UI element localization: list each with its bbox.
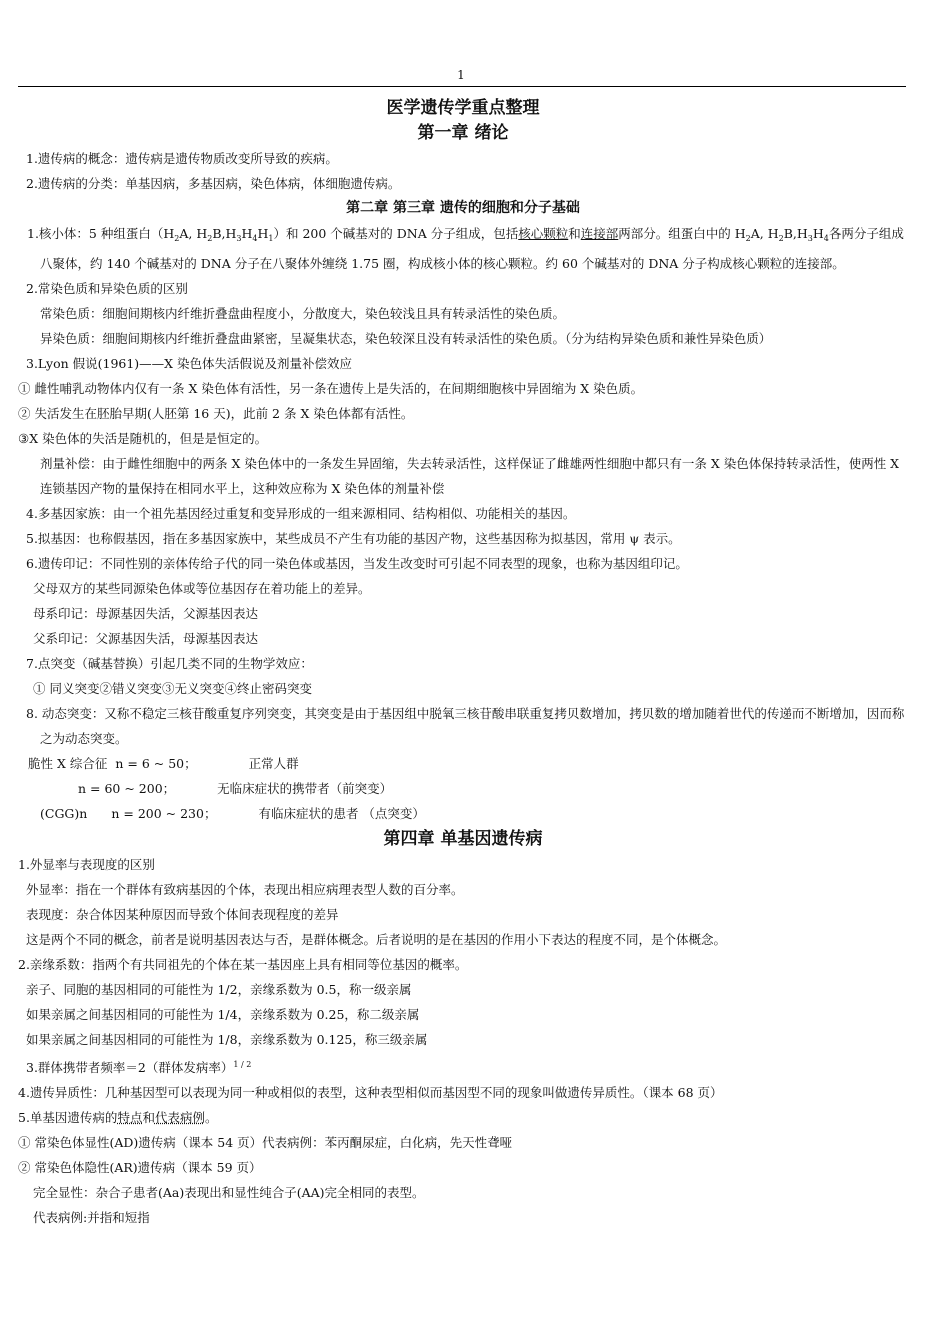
paragraph: 父系印记：父源基因失活，母源基因表达 — [33, 631, 259, 646]
paragraph: 完全显性：杂合子患者(Aa)表现出和显性纯合子(AA)完全相同的表型。 — [33, 1185, 425, 1201]
paragraph: 2.亲缘系数：指两个有共同祖先的个体在某一基因座上具有相同等位基因的概率。 — [18, 957, 468, 972]
chapter-2-3-heading: 第二章 第三章 遗传的细胞和分子基础 — [346, 200, 580, 216]
header-rule — [18, 86, 906, 87]
paragraph: 常染色质：细胞间期核内纤维折叠盘曲程度小，分散度大，染色较浅且具有转录活性的染色质。 — [40, 306, 566, 321]
paragraph: 这是两个不同的概念，前者是说明基因表达与否，是群体概念。后者说明的是在基因的作用小下表达的程度不同，是个体概念。 — [26, 932, 727, 947]
paragraph: ① 雌性哺乳动物体内仅有一条 X 染色体有活性，另一条在遗传上是失活的，在间期细胞核中异固缩为 X 染色质。 — [18, 381, 644, 396]
paragraph: ① 同义突变②错义突变③无义突变④终止密码突变 — [33, 681, 312, 696]
paragraph: ① 常染色体显性(AD)遗传病（课本 54 页）代表病例：苯丙酮尿症，白化病，先天性聋哑 — [18, 1135, 513, 1151]
dotted-term-features: 特点 — [117, 1110, 143, 1126]
document-title: 医学遗传学重点整理 — [386, 98, 540, 118]
paragraph-single-gene: 5.单基因遗传病的特点和代表病例。 — [18, 1110, 218, 1126]
paragraph: ③X 染色体的失活是随机的，但是是恒定的。 — [18, 431, 268, 446]
paragraph: 1.遗传病的概念：遗传病是遗传物质改变所导致的疾病。 — [26, 151, 338, 166]
paragraph: 3.Lyon 假说(1961)——X 染色体失活假说及剂量补偿效应 — [26, 356, 353, 371]
paragraph: 母系印记：母源基因失活，父源基因表达 — [33, 606, 259, 621]
paragraph: 1.外显率与表现度的区别 — [18, 857, 155, 872]
paragraph: 4.多基因家族：由一个祖先基因经过重复和变异形成的一组来源相同、结构相似、功能相关的基因。 — [26, 506, 576, 521]
fragile-x-row-2: n = 60 ~ 200； 无临床症状的携带者（前突变） — [78, 781, 393, 796]
paragraph: 5.拟基因：也称假基因，指在多基因家族中，某些成员不产生有功能的基因产物，这些基因称为拟基因，常用 ψ 表示。 — [26, 531, 681, 546]
paragraph: 异染色质：细胞间期核内纤维折叠盘曲紧密，呈凝集状态，染色较深且没有转录活性的染色质。（分为结构异染色质和兼性异染色质） — [40, 331, 772, 346]
paragraph: 2.常染色质和异染色质的区别 — [26, 281, 188, 296]
dotted-term-cases: 代表病例 — [154, 1110, 205, 1126]
paragraph: 父母双方的某些同源染色体或等位基因存在着功能上的差异。 — [33, 581, 371, 596]
paragraph: 6.遗传印记：不同性别的亲体传给子代的同一染色体或基因，当发生改变时可引起不同表型的现象，也称为基因组印记。 — [26, 556, 688, 571]
paragraph: 7.点突变（碱基替换）引起几类不同的生物学效应： — [26, 656, 313, 671]
underlined-term-core: 核心颗粒 — [518, 226, 569, 241]
paragraph: 如果亲属之间基因相同的可能性为 1/8，亲缘系数为 0.125，称三级亲属 — [26, 1032, 428, 1047]
fragile-x-row-1: 脆性 X 综合征 n = 6 ~ 50； 正常人群 — [28, 756, 299, 771]
paragraph: 剂量补偿：由于雌性细胞中的两条 X 染色体中的一条发生异固缩，失去转录活性，这样保证了雌雄两性细胞中都只有一条 X 染色体保持转录活性，使两性 X 连锁基因产物的量保持在相同水平上，这种效应称为 X 染色体的剂量补偿 — [40, 456, 900, 496]
paragraph: 4.遗传异质性：几种基因型可以表现为同一种或相似的表型，这种表型相似而基因型不同的现象叫做遗传异质性。（课本 68 页） — [18, 1085, 723, 1101]
paragraph: 外显率：指在一个群体有致病基因的个体，表现出相应病理表型人数的百分率。 — [26, 882, 464, 897]
paragraph-carrier-frequency: 3.群体携带者频率＝2（群体发病率）$^{1 / 2}$ — [26, 1060, 252, 1076]
paragraph: 2.遗传病的分类：单基因病，多基因病，染色体病，体细胞遗传病。 — [26, 176, 401, 191]
paragraph: ② 失活发生在胚胎早期(人胚第 16 天)，此前 2 条 X 染色体都有活性。 — [18, 406, 414, 421]
chapter-1-heading: 第一章 绪论 — [417, 123, 509, 143]
paragraph: 8. 动态突变：又称不稳定三核苷酸重复序列突变，其突变是由于基因组中脱氧三核苷酸串联重复拷贝数增加，拷贝数的增加随着世代的传递而不断增加，因而称之为动态突变。 — [26, 706, 905, 746]
paragraph: 如果亲属之间基因相同的可能性为 1/4，亲缘系数为 0.25，称二级亲属 — [26, 1007, 420, 1022]
chapter-4-heading: 第四章 单基因遗传病 — [383, 829, 543, 849]
document-body — [18, 96, 908, 1230]
paragraph: 表现度：杂合体因某种原因而导致个体间表现程度的差异 — [26, 907, 339, 922]
fragile-x-row-3: (CGG)n n = 200 ~ 230； 有临床症状的患者 （点突变） — [40, 806, 425, 821]
page-number: 1 — [457, 68, 465, 82]
paragraph: 亲子、同胞的基因相同的可能性为 1/2，亲缘系数为 0.5，称一级亲属 — [26, 982, 412, 997]
underlined-term-linker: 连接部 — [580, 226, 619, 241]
paragraph: 代表病例:并指和短指 — [33, 1210, 150, 1226]
paragraph-nucleosome: 1.核小体：5 种组蛋白（$H_2A$, $H_2B,H_3H_4H_1$）和 200 个碱基对的 DNA 分子组成，包括核心颗粒和连接部两部分。组蛋白中的 $H_2A$, $H_2B,H_3H_4$各两分子组成八聚体，约 140 个碱基对的 DNA 分子在八聚体外缠绕 1.75 圈，构成核小体的核心颗粒。约 60 个碱基对的 DNA 分子构成核心颗粒的连接部。 — [27, 226, 904, 271]
paragraph: ② 常染色体隐性(AR)遗传病（课本 59 页） — [18, 1160, 262, 1176]
